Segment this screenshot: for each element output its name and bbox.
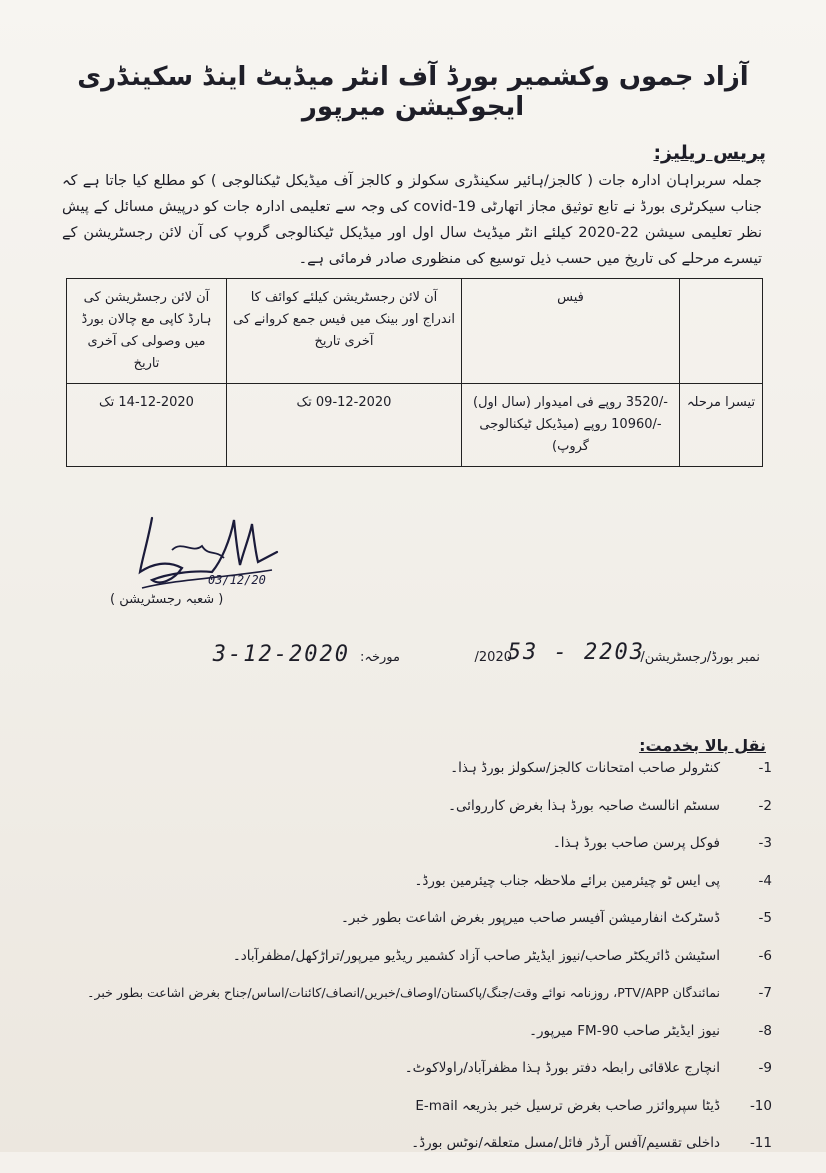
cc-item-number: -9 [758, 1060, 772, 1076]
cc-item-text: نمائندگان PTV/APP، روزنامہ نوائے وقت/جنگ/پاکستان/اوصاف/خبریں/انصاف/کائنات/اساس/جناح بغرض اشاعت بطور خبر۔ [87, 985, 720, 1000]
cc-item-number: -1 [758, 760, 772, 776]
cc-item-number: -10 [749, 1097, 772, 1114]
list-item [190, 873, 790, 911]
reference-number: 2203 - 53 [507, 640, 645, 665]
list-item [190, 948, 790, 986]
header-cell-phase [680, 279, 763, 384]
board-title: آزاد جموں وکشمیر بورڈ آف انٹر میڈیٹ اینڈ سکینڈری ایجوکیشن میرپور [77, 62, 749, 122]
cc-item-number: -2 [758, 797, 772, 814]
cc-item-number: -11 [749, 1135, 772, 1151]
cc-heading: نقل بالا بخدمت: [639, 736, 766, 755]
cc-item-number: -4 [758, 872, 772, 889]
intro-paragraph: جملہ سربراہان ادارہ جات ( کالجز/ہائیر سکینڈری سکولز و کالجز آف میڈیکل ٹیکنالوجی ) کو مطلع کیا جاتا ہے کہ جناب سیکرٹری بورڈ نے تابع توثیق مجاز اتھارٹی covid-19 کی وجہ سے تعلیمی ادارہ جات کو درپیش مسائل کے پیش نظر تعلیمی سیشن 22-2020 کیلئے انٹر میڈیٹ سال اول اور میڈیکل ٹیکنالوجی گروپ کی آن لائن رجسٹریشن کے تیسرے مرحلے کی تاریخ میں حسب ذیل توسیع کی منظوری صادر فرمائی ہے۔ [62, 173, 762, 267]
cc-item-text: اسٹیشن ڈائریکٹر صاحب/نیوز ایڈیٹر صاحب آزاد کشمیر ریڈیو میرپور/تراڑکھل/مظفرآباد۔ [232, 947, 720, 964]
cc-item-text: ڈیٹا سپروائزر صاحب بغرض ترسیل خبر بذریعہ E-mail [415, 1097, 720, 1114]
dated-label: مورخہ: [360, 650, 400, 665]
cc-item-text: سسٹم انالسٹ صاحبہ بورڈ ہذا بغرض کارروائی۔ [448, 797, 720, 814]
reference-line [212, 640, 760, 680]
cc-item-text: پی ایس ٹو چیئرمین برائے ملاحظہ جناب چیئرمین بورڈ۔ [414, 872, 720, 889]
cc-item-text: ڈسٹرکٹ انفارمیشن آفیسر صاحب میرپور بغرض اشاعت بطور خبر۔ [340, 910, 720, 926]
cc-item-number: -8 [758, 1022, 772, 1039]
list-item [190, 1060, 790, 1098]
header-cell-hardcopy-deadline: آن لائن رجسٹریشن کی ہارڈ کاپی مع چالان بورڈ میں وصولی کی آخری تاریخ [67, 279, 227, 384]
list-item [190, 1023, 790, 1061]
dated-value: 3-12-2020 [212, 642, 350, 667]
cc-item-text: کنٹرولر صاحب امتحانات کالجز/سکولز بورڈ ہذا۔ [450, 760, 720, 776]
header-cell-fee: فیس [462, 279, 680, 384]
list-item [190, 1135, 790, 1173]
cell-phase: تیسرا مرحلہ [680, 384, 763, 467]
cc-item-number: -3 [758, 835, 772, 851]
header-cell-entry-deadline: آن لائن رجسٹریشن کیلئے کوائف کا اندراج اور بینک میں فیس جمع کروانے کی آخری تاریخ [227, 279, 462, 384]
reference-year: 2020/ [474, 650, 512, 665]
cc-list [87, 760, 790, 1173]
table-header-row [67, 279, 763, 384]
cc-item-number: -5 [758, 910, 772, 926]
cc-item-number: -7 [758, 985, 772, 1001]
list-item [190, 835, 790, 873]
list-item [190, 910, 790, 948]
list-item [190, 798, 790, 836]
press-release-heading: پریس ریلیز: [653, 142, 766, 164]
table-row [67, 384, 763, 467]
cc-item-text: داخلی تقسیم/آفس آرڈر فائل/مسل متعلقہ/نوٹس بورڈ۔ [411, 1135, 720, 1151]
list-item [190, 1098, 790, 1136]
schedule-table [66, 278, 763, 467]
cc-item-text: نیوز ایڈیٹر صاحب FM-90 میرپور۔ [529, 1022, 720, 1039]
cell-fee [462, 384, 680, 467]
fee-line-2: -/10960 روپے (میڈیکل ٹیکنالوجی گروپ) [479, 417, 662, 454]
signature-department: ( شعبہ رجسٹریشن ) [110, 592, 224, 607]
cc-item-text: فوکل پرسن صاحب بورڈ ہذا۔ [552, 835, 720, 851]
cell-hardcopy-deadline: 14-12-2020 تک [67, 384, 227, 467]
list-item [190, 760, 790, 798]
fee-line-1: -/3520 روپے فی امیدوار (سال اول) [473, 395, 668, 410]
reference-number-label: نمبر بورڈ/رجسٹریشن/ [640, 650, 760, 665]
cc-item-text: انچارج علاقائی رابطہ دفتر بورڈ ہذا مظفرآباد/راولاکوٹ۔ [404, 1060, 720, 1076]
cc-item-number: -6 [758, 947, 772, 964]
signature-date: 03/12/20 [208, 573, 266, 587]
list-item [87, 985, 790, 1023]
cell-entry-deadline: 09-12-2020 تک [227, 384, 462, 467]
